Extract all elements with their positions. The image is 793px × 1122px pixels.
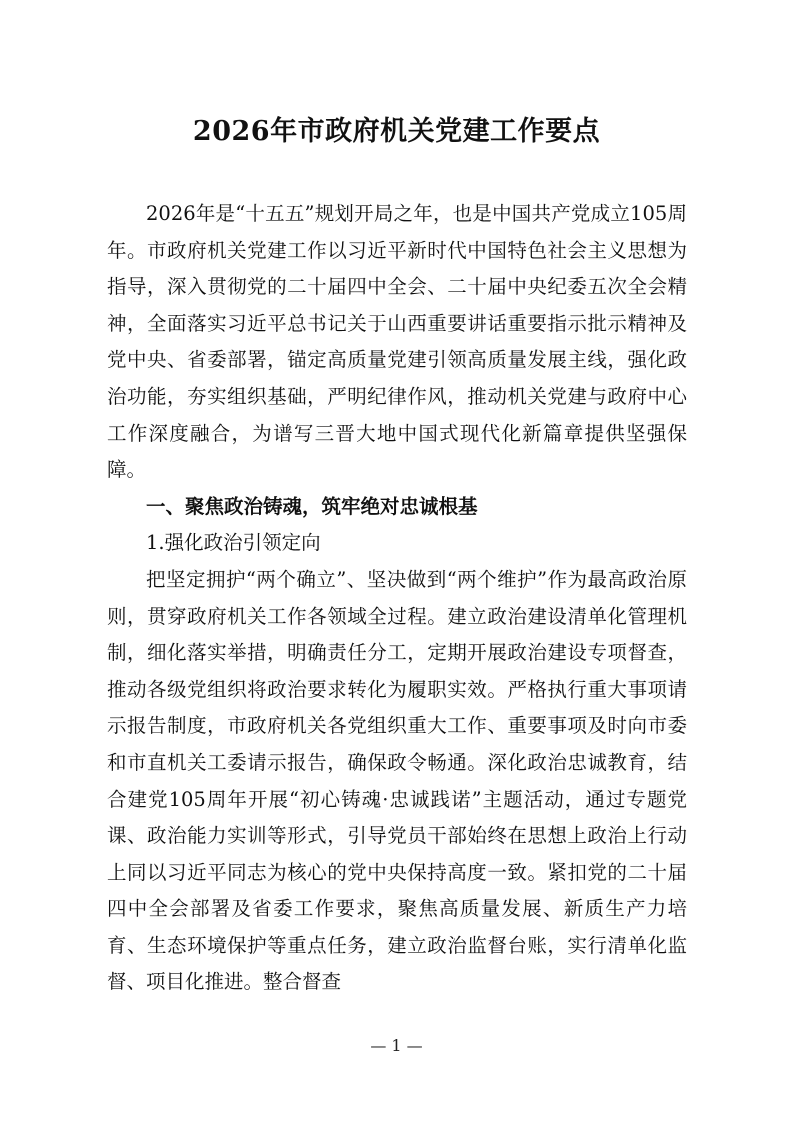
- document-title: 2026年市政府机关党建工作要点: [192, 116, 601, 147]
- intro-paragraph: 2026年是“十五五”规划开局之年，也是中国共产党成立105周年。市政府机关党建工作以习近平新时代中国特色社会主义思想为指导，深入贯彻党的二十届四中全会、二十届中央纪委五次全会精神，全面落实习近平总书记关于山西重要讲话重要指示批示精神及党中央、省委部署，锚定高质量党建引领高质量发展主线，强化政治功能，夯实组织基础，严明纪律作风，推动机关党建与政府中心工作深度融合，为谱写三晋大地中国式现代化新篇章提供坚强保障。: [107, 202, 687, 482]
- page-number: — 1 —: [370, 1036, 423, 1055]
- section-heading-1: 一、聚焦政治铸魂，筑牢绝对忠诚根基: [146, 494, 478, 518]
- document-body: [107, 196, 687, 1001]
- body-paragraph: 把坚定拥护“两个确立”、坚决做到“两个维护”作为最高政治原则，贯穿政府机关工作各领域全过程。建立政治建设清单化管理机制，细化落实举措，明确责任分工，定期开展政治建设专项督查，推动各级党组织将政治要求转化为履职实效。严格执行重大事项请示报告制度，市政府机关各党组织重大工作、重要事项及时向市委和市直机关工委请示报告，确保政令畅通。深化政治忠诚教育，结合建党105周年开展“初心铸魂·忠诚践诺”主题活动，通过专题党课、政治能力实训等形式，引导党员干部始终在思想上政治上行动上同以习近平同志为核心的党中央保持高度一致。紧扣党的二十届四中全会部署及省委工作要求，聚焦高质量发展、新质生产力培育、生态环境保护等重点任务，建立政治监督台账，实行清单化监督、项目化推进。整合督查: [107, 567, 687, 994]
- subsection-heading-1-1: 1.强化政治引领定向: [146, 531, 321, 555]
